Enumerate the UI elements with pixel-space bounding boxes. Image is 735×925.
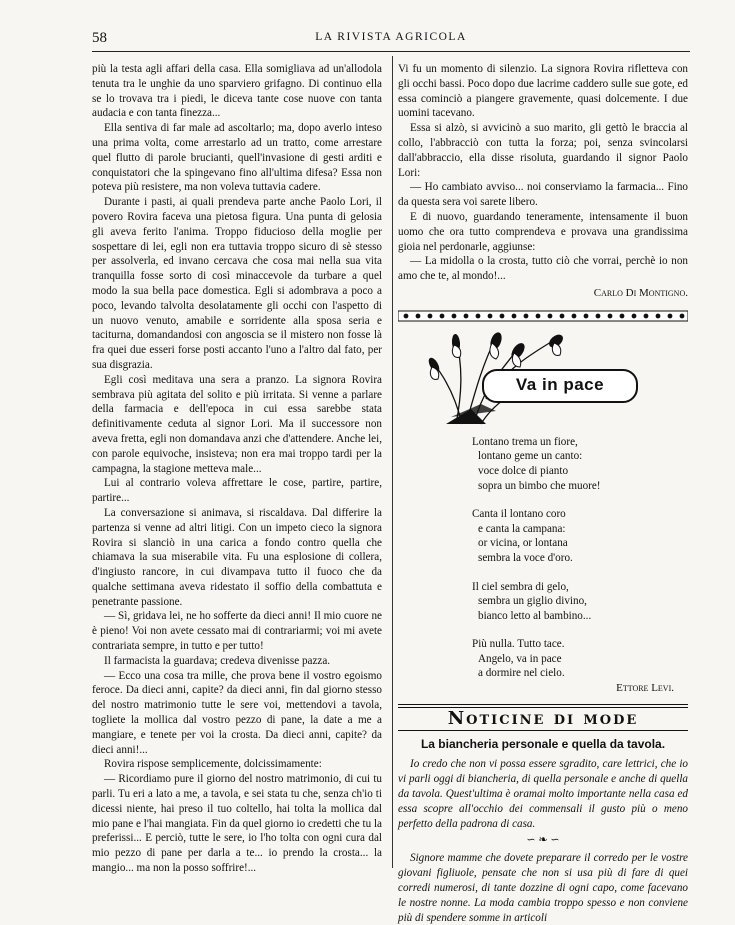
poem-line: lontano geme un canto: [478, 450, 583, 463]
poem-line: Canta il lontano coro [472, 508, 566, 521]
story-paragraph: — Ricordiamo pure il giorno del nostro matrimonio, di cui tu parli. Tu eri a lato a me, a tavola, e sei stata tu che, senza ch'io ti dicessi niente, hai preso il tuo coltello, hai tolta la mollica dal mio pane e l'hai mangiata. Fin da quel giorno io credetti che tu la preferissi... E perciò, tutte le sere, io l'ho tolta con ogni cura dal mio pezzo di pane per darla a te... io prendo la crosta... la mangio... ma non la posso soffrire!... [92, 773, 382, 875]
story-paragraph: — Ho cambiato avviso... noi conserviamo la farmacia... Fino da questa sera voi sarete libero. [398, 181, 688, 209]
story-signature: Carlo Di Montigno. [593, 286, 688, 299]
poem-line: Più nulla. Tutto tace. [472, 638, 565, 651]
section-rule [398, 730, 688, 731]
fashion-paragraph: Signore mamme che dovete preparare il corredo per le vostre giovani figliuole, pensate che non si usa più di fare di quei corredi numerosi, di tante dozzine di ogni capo, come facevano le nostre nonne. La moda cambia troppo spesso e non conviene più di spendere somme in articoli [398, 852, 688, 924]
story-paragraph: — Ecco una cosa tra mille, che prova bene il vostro egoismo feroce. Da dieci anni, capite? da dieci anni, fin dal giorno stesso del nostro matrimonio tutte le sere voi, mettendovi a tavola, togliete la mollica dal vostro pezzo di pane, la date a me a mangiare, e tenete per voi la crosta. Da dieci anni, capite? da dieci anni!... [92, 669, 382, 756]
poem-line: Angelo, va in pace [478, 652, 562, 665]
fashion-section-title: Noticine di mode [447, 707, 639, 729]
poem [472, 435, 688, 681]
story-paragraph: Vi fu un momento di silenzio. La signora Rovira rifletteva con gli occhi bassi. Poco dopo due lacrime caddero sulle sue gote, ed essa cominciò a piangere gravemente, quasi dolcemente. I due uomini tacevano. [398, 63, 688, 120]
story-paragraph: La conversazione si animava, si riscaldava. Dal differire la partenza si venne ad altri litigi. Con un impeto cieco la signora Rovira si slanciò in una carica a fondo contro quella che chiamava la sua miserabile vita. Fu una esplosione di collera, d'ingiusto rancore, in cui divampava tutto il fuoco che da qualche settimana aveva ridestato il soffio della combattuta e penetrante passione. [92, 506, 382, 608]
story-paragraph: Egli così meditava una sera a pranzo. La signora Rovira sembrava più agitata del solito e più irritata. Si venne a parlare della farmacia e dell'epoca in cui essa sarebbe stata definitivamente ceduta al signor Lori. Ma il successore non aveva fretta, egli non domandava anzi che d'attendere. Anche lei, con parole equivoche, insisteva; non era mai troppo tardi per la campagna, la stagione metteva male... [92, 373, 382, 475]
poem-line: sembra un giglio divino, [478, 595, 587, 608]
poem-line: a dormire nel cielo. [478, 667, 565, 680]
poem-line: Il ciel sembra di gelo, [472, 580, 569, 593]
journal-title: LA RIVISTA AGRICOLA [315, 31, 467, 43]
poem-stanza [472, 507, 688, 565]
poem-header-illustration [398, 329, 688, 429]
poem-line: or vicina, or lontana [478, 537, 568, 550]
poem-line: Lontano trema un fiore, [472, 435, 578, 448]
story-paragraph: Essa si alzò, si avvicinò a suo marito, gli gettò le braccia al collo, l'abbracciò con tutta la forza; poi, senza svincolarsi dall'abbraccio, ella disse risoluta, guardando il signor Paolo Lori: [398, 122, 688, 179]
ornamental-border [398, 309, 688, 323]
header-rule [92, 51, 690, 52]
poem-stanza [472, 580, 688, 624]
poem-line: voce dolce di pianto [478, 464, 569, 477]
fashion-paragraph: Io credo che non vi possa essere sgradito, care lettrici, che io vi parli oggi di biancheria, di quella personale e anche di quella da tavola. Quest'ultima è oramai molto importante nella casa ed essa scopre all'occhio dei commensali il gusto più o meno perfetto della padrona di casa. [398, 758, 688, 830]
page-number: 58 [92, 30, 107, 46]
poem-line: e canta la campana: [478, 522, 566, 535]
story-paragraph: Lui al contrario voleva affrettare le cose, partire, partire, partire... [92, 477, 382, 505]
story-paragraph: Durante i pasti, ai quali prendeva parte anche Paolo Lori, il povero Rovira faceva una pietosa figura. Una punta di gelosia gli aveva ferito l'anima. Troppo fiducioso della moglie per sospettare di lei, egli non era tuttavia troppo sicuro di sè stesso per assolverla, ed invano cercava che cosa mai nella sua vita tranquilla fosse sorto di così minaccevole da turbare a quel modo la sua bella pace domestica. Egli si adombrava a poco a poco, levando talvolta desolatamente gli occhi con l'aspetto di un nuovo venuto, amabile e sorridente alla sposa seria e taciturna, domandandosi con angoscia se il mistero non fosse là fra quei due esseri forse posti accanto l'uno a l'altro dal fato, per sua disgrazia. [92, 196, 382, 371]
poem-stanza [472, 435, 688, 493]
story-paragraph: — Sì, gridava lei, ne ho sofferte da dieci anni! Il mio cuore ne è pieno! Voi non avete cessato mai di contrariarmi; voi mi avete contrariata sempre, in tutto e per tutto! [92, 610, 382, 653]
poem-author: Ettore Levi. [616, 682, 674, 695]
fleuron-icon: ∽ ❧ ∽ [526, 834, 560, 847]
story-paragraph: Ella sentiva di far male ad ascoltarlo; ma, dopo averlo inteso una prima volta, come arrestarlo ad un tratto, come arrestare quel flutto di parole brucianti, quell'invasione di gesti arditi e conquistatori che la spingevano fino all'ultima difesa? Essa non poteva più resistere, ma non voleva tuttavia cadere. [92, 122, 382, 194]
story-paragraph: — La midolla o la crosta, tutto ciò che vorrai, perchè io non amo che te, al mondo!... [398, 255, 688, 283]
poem-title: Va in pace [482, 369, 638, 403]
fashion-subheading: La biancheria personale e quella da tavola. [420, 736, 666, 751]
poem-stanza [472, 637, 688, 681]
story-paragraph: Rovira rispose semplicemente, dolcissimamente: [104, 758, 322, 771]
right-column [398, 62, 688, 925]
story-paragraph: E di nuovo, guardando teneramente, intensamente il buon uomo che ora tutto comprendeva e provava una grandissima gioia nel perdonarle, aggiunse: [398, 210, 688, 253]
poem-line: sopra un bimbo che muore! [478, 479, 601, 492]
poem-line: sembra la voce d'oro. [478, 551, 573, 564]
left-column [92, 62, 382, 876]
column-divider [392, 56, 393, 868]
story-paragraph: Il farmacista la guardava; credeva divenisse pazza. [104, 654, 331, 667]
story-paragraph: più la testa agli affari della casa. Ella somigliava ad un'allodola tenuta tra le unghie da uno sparviero grifagno. Di continuo ella se lo trovava tra i piedi, le diceva tante cose nuove con tanta audacia e con tanta finezza... [92, 63, 382, 120]
running-head [92, 30, 690, 48]
poem-line: bianco letto al bambino... [478, 609, 592, 622]
